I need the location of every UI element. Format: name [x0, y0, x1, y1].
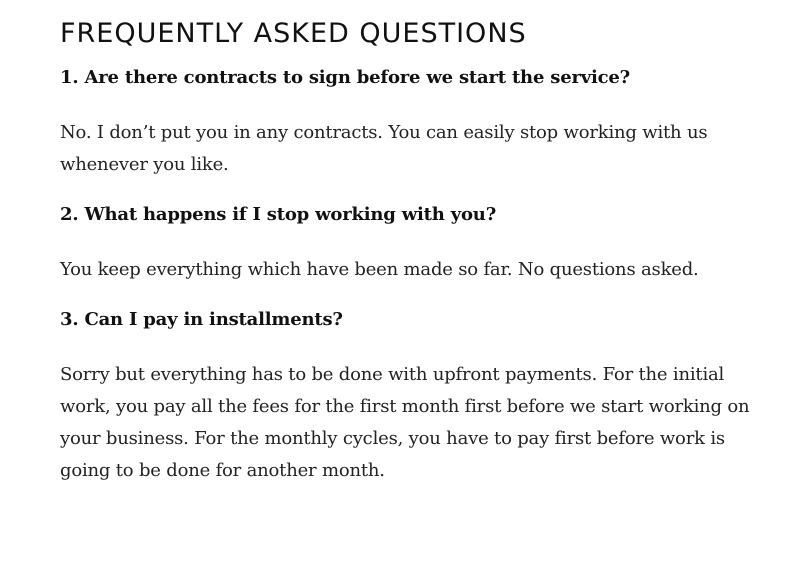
faq-item — [60, 202, 760, 286]
faq-answer: You keep everything which have been made so far. No questions asked. — [60, 259, 699, 280]
faq-title: FREQUENTLY ASKED QUESTIONS — [60, 18, 527, 49]
faq-question: 2. What happens if I stop working with you? — [60, 204, 497, 225]
faq-item — [60, 307, 760, 487]
faq-answer: Sorry but everything has to be done with upfront payments. For the initial work, you pay all the fees for the first month first before we start working on your business. For the monthly cycles, you have to pay first before work is going to be done for another month. — [60, 364, 750, 481]
faq-section — [60, 14, 760, 508]
faq-item — [60, 65, 760, 181]
faq-question: 3. Can I pay in installments? — [60, 309, 343, 330]
faq-question: 1. Are there contracts to sign before we start the service? — [60, 67, 630, 88]
faq-answer: No. I don’t put you in any contracts. You can easily stop working with us whenever you like. — [60, 122, 708, 175]
